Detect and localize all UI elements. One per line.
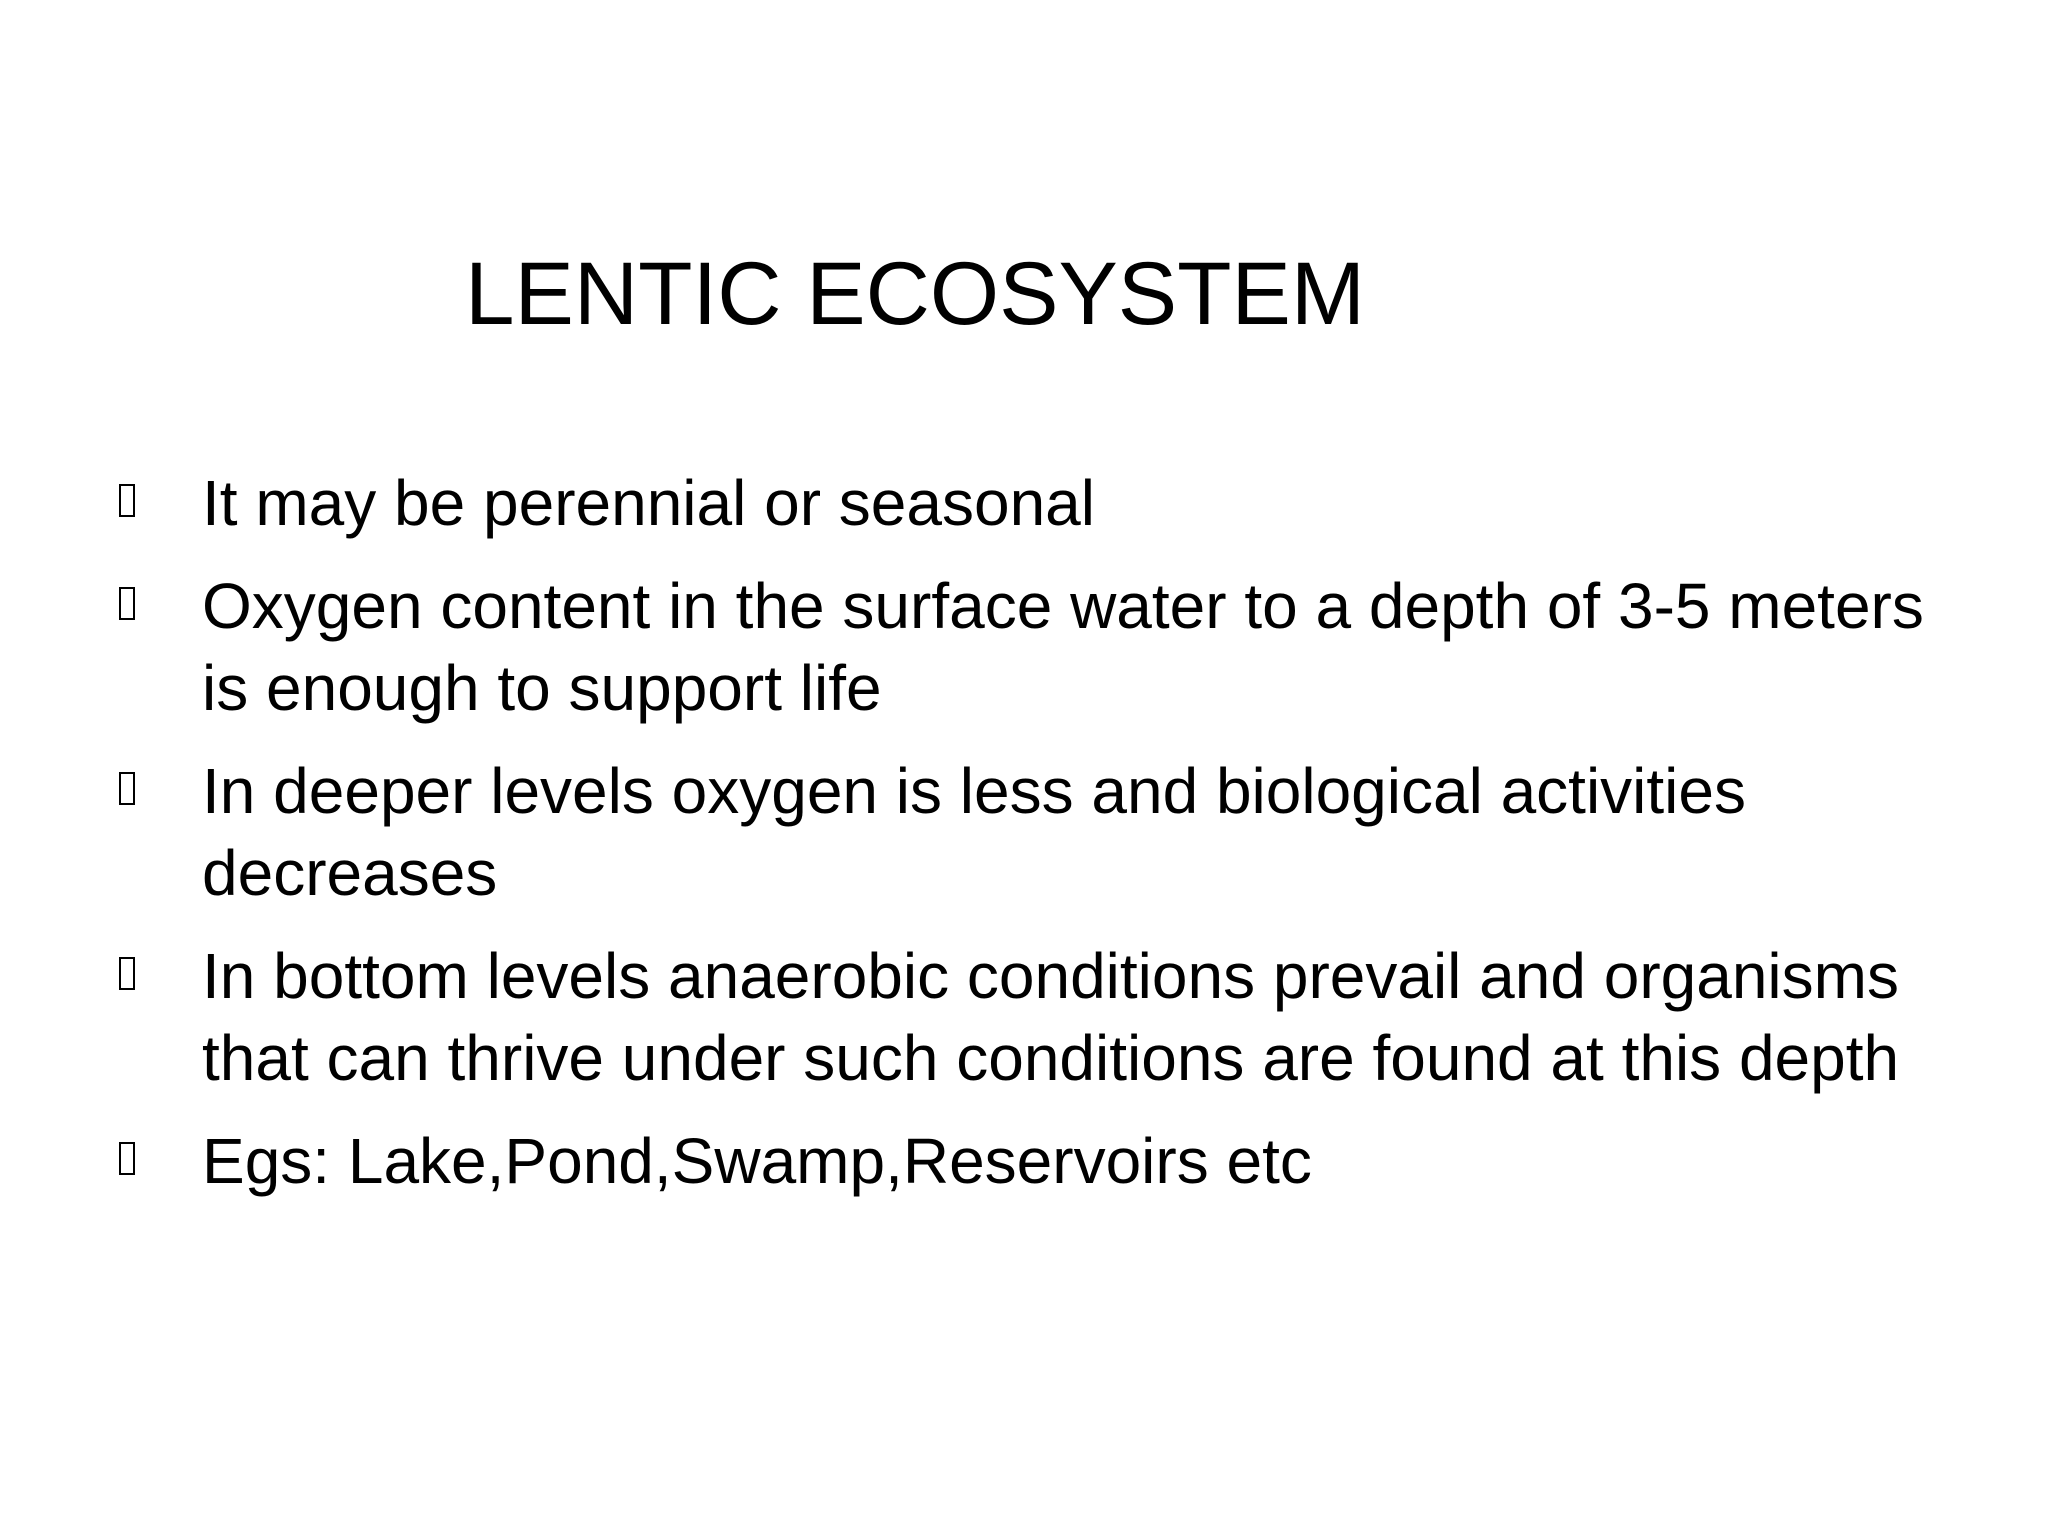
bullet-text: Oxygen content in the surface water to a depth of 3-5 meters is enough to support life	[202, 570, 1924, 724]
bullet-box-icon	[119, 484, 135, 517]
bullet-box-icon	[119, 772, 135, 805]
bullet-list	[112, 462, 1932, 1223]
bullet-box-icon	[119, 587, 135, 620]
bullet-box-icon	[119, 957, 135, 990]
bullet-text: In deeper levels oxygen is less and biological activities decreases	[202, 755, 1746, 909]
bullet-box-icon	[119, 1142, 135, 1175]
bullet-item	[112, 1120, 1932, 1202]
bullet-item	[112, 462, 1932, 544]
bullet-item	[112, 935, 1932, 1099]
bullet-item	[112, 565, 1932, 729]
bullet-item	[112, 750, 1932, 914]
bullet-text: In bottom levels anaerobic conditions prevail and organisms that can thrive under such conditions are found at this depth	[202, 940, 1900, 1094]
bullet-text: Egs: Lake,Pond,Swamp,Reservoirs etc	[202, 1125, 1312, 1197]
slide-title: LENTIC ECOSYSTEM	[465, 243, 1366, 343]
bullet-text: It may be perennial or seasonal	[202, 467, 1095, 539]
